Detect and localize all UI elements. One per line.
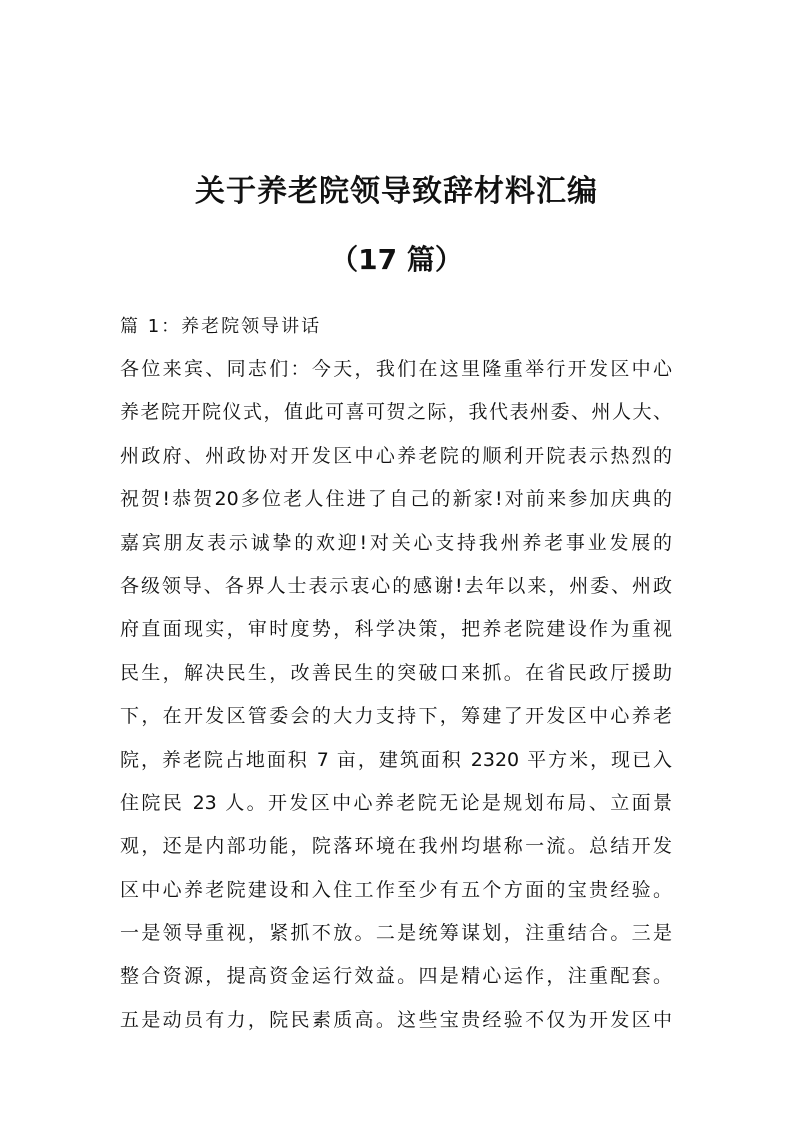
document-subtitle: （17 篇） (330, 243, 463, 276)
body-paragraph (120, 352, 672, 1046)
body-line: 观，还是内部功能，院落环境在我州均堪称一流。总结开发 (120, 835, 672, 858)
body-line: 住院民 23 人。开发区中心养老院无论是规划布局、立面景 (120, 791, 672, 814)
body-line: 区中心养老院建设和入住工作至少有五个方面的宝贵经验。 (120, 878, 672, 901)
body-line: 民生，解决民生，改善民生的突破口来抓。在省民政厅援助 (120, 661, 672, 684)
body-line: 州政府、州政协对开发区中心养老院的顺利开院表示热烈的 (120, 444, 672, 467)
body-line: 祝贺!恭贺20多位老人住进了自己的新家!对前来参加庆典的 (120, 488, 672, 511)
body-line: 各级领导、各界人士表示衷心的感谢!去年以来，州委、州政 (120, 574, 672, 597)
body-line: 养老院开院仪式，值此可喜可贺之际，我代表州委、州人大、 (120, 401, 672, 424)
body-line: 府直面现实，审时度势，科学决策，把养老院建设作为重视 (120, 618, 672, 641)
body-line: 一是领导重视，紧抓不放。二是统筹谋划，注重结合。三是 (120, 922, 672, 945)
body-line: 各位来宾、同志们：今天，我们在这里隆重举行开发区中心 (120, 358, 672, 380)
body-line: 嘉宾朋友表示诚挚的欢迎!对关心支持我州养老事业发展的 (120, 531, 672, 554)
body-line: 院，养老院占地面积 7 亩，建筑面积 2320 平方米，现已入 (120, 748, 672, 771)
body-line: 整合资源，提高资金运行效益。四是精心运作，注重配套。 (120, 965, 672, 988)
body-line: 下，在开发区管委会的大力支持下，筹建了开发区中心养老 (120, 705, 672, 728)
section-heading: 篇 1：养老院领导讲话 (120, 316, 322, 337)
document-title: 关于养老院领导致辞材料汇编 (195, 174, 598, 209)
body-line: 五是动员有力，院民素质高。这些宝贵经验不仅为开发区中 (120, 1008, 672, 1031)
